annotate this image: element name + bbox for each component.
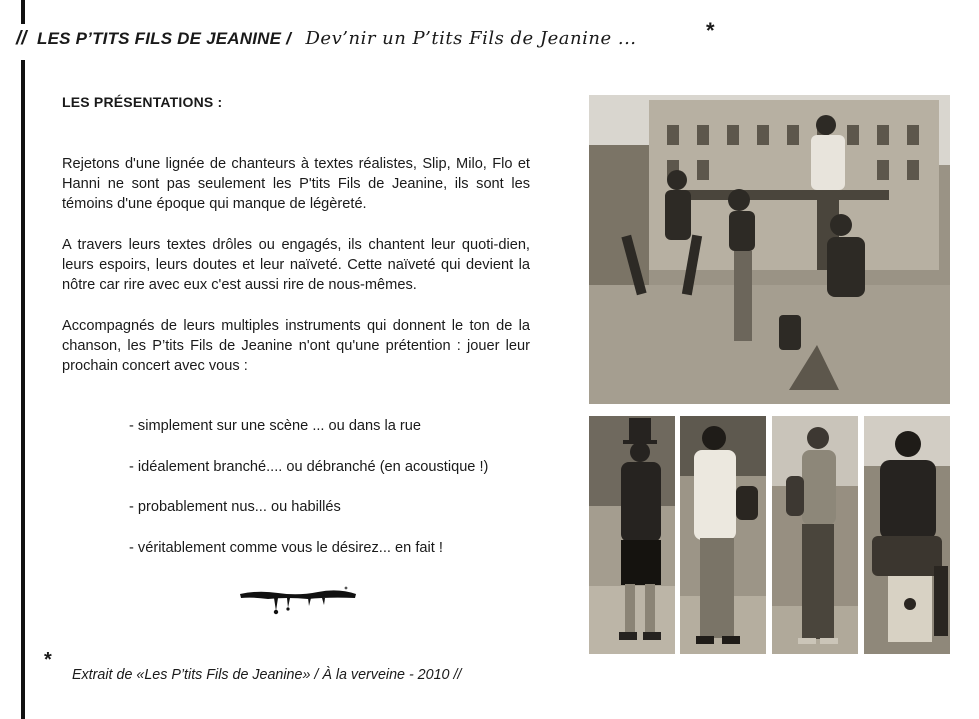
musician-photo-hat	[589, 416, 675, 654]
page-subtitle: Dev’nir un P’tits Fils de Jeanine ...	[305, 28, 637, 49]
left-rule-top	[21, 0, 25, 24]
list-item: - probablement nus... ou habillés	[129, 499, 341, 515]
paragraph-intro: Rejetons d'une lignée de chanteurs à textes réalistes, Slip, Milo, Flo et Hanni ne sont pas seulement les P'tits Fils de Jeanine, ils sont les témoins d'une époque qui manque de légèreté.	[62, 156, 530, 212]
paragraph-themes: A travers leurs textes drôles ou engagés, ils chantent leur quoti-dien, leurs espoirs, leurs doutes et leur naïveté. Cette naïveté qui devient la nôtre car rire avec eux c'est aussi rire de nous-mêmes.	[62, 237, 530, 293]
musician-photo-cajon	[864, 416, 950, 654]
list-item: - simplement sur une scène ... ou dans la rue	[129, 418, 422, 434]
asterisk-icon: *	[706, 18, 715, 43]
musician-photo-tank	[772, 416, 858, 654]
musician-photo-shirt	[680, 416, 766, 654]
page-header	[16, 18, 715, 50]
list-item: - idéalement branché.... ou débranché (en acoustique !)	[129, 458, 489, 475]
section-title: LES PRÉSENTATIONS :	[62, 94, 223, 110]
left-rule	[21, 60, 25, 719]
ink-splash-icon	[238, 584, 358, 621]
page-title: LES P’TITS FILS DE JEANINE /	[37, 29, 292, 48]
header-slashes: //	[16, 28, 27, 49]
concert-list	[129, 418, 488, 580]
footer-text: Extrait de «Les P’tits Fils de Jeanine» / À la verveine - 2010 //	[72, 667, 462, 683]
band-street-photo	[589, 95, 950, 404]
paragraph-instruments: Accompagnés de leurs multiples instruments qui donnent le ton de la chanson, les P’tits Fils de Jeanine n'ont qu'une prétention : jouer leur prochain concert avec vous :	[62, 318, 530, 374]
asterisk-icon: *	[44, 649, 52, 671]
list-item: - véritablement comme vous le désirez... en fait !	[129, 539, 443, 556]
